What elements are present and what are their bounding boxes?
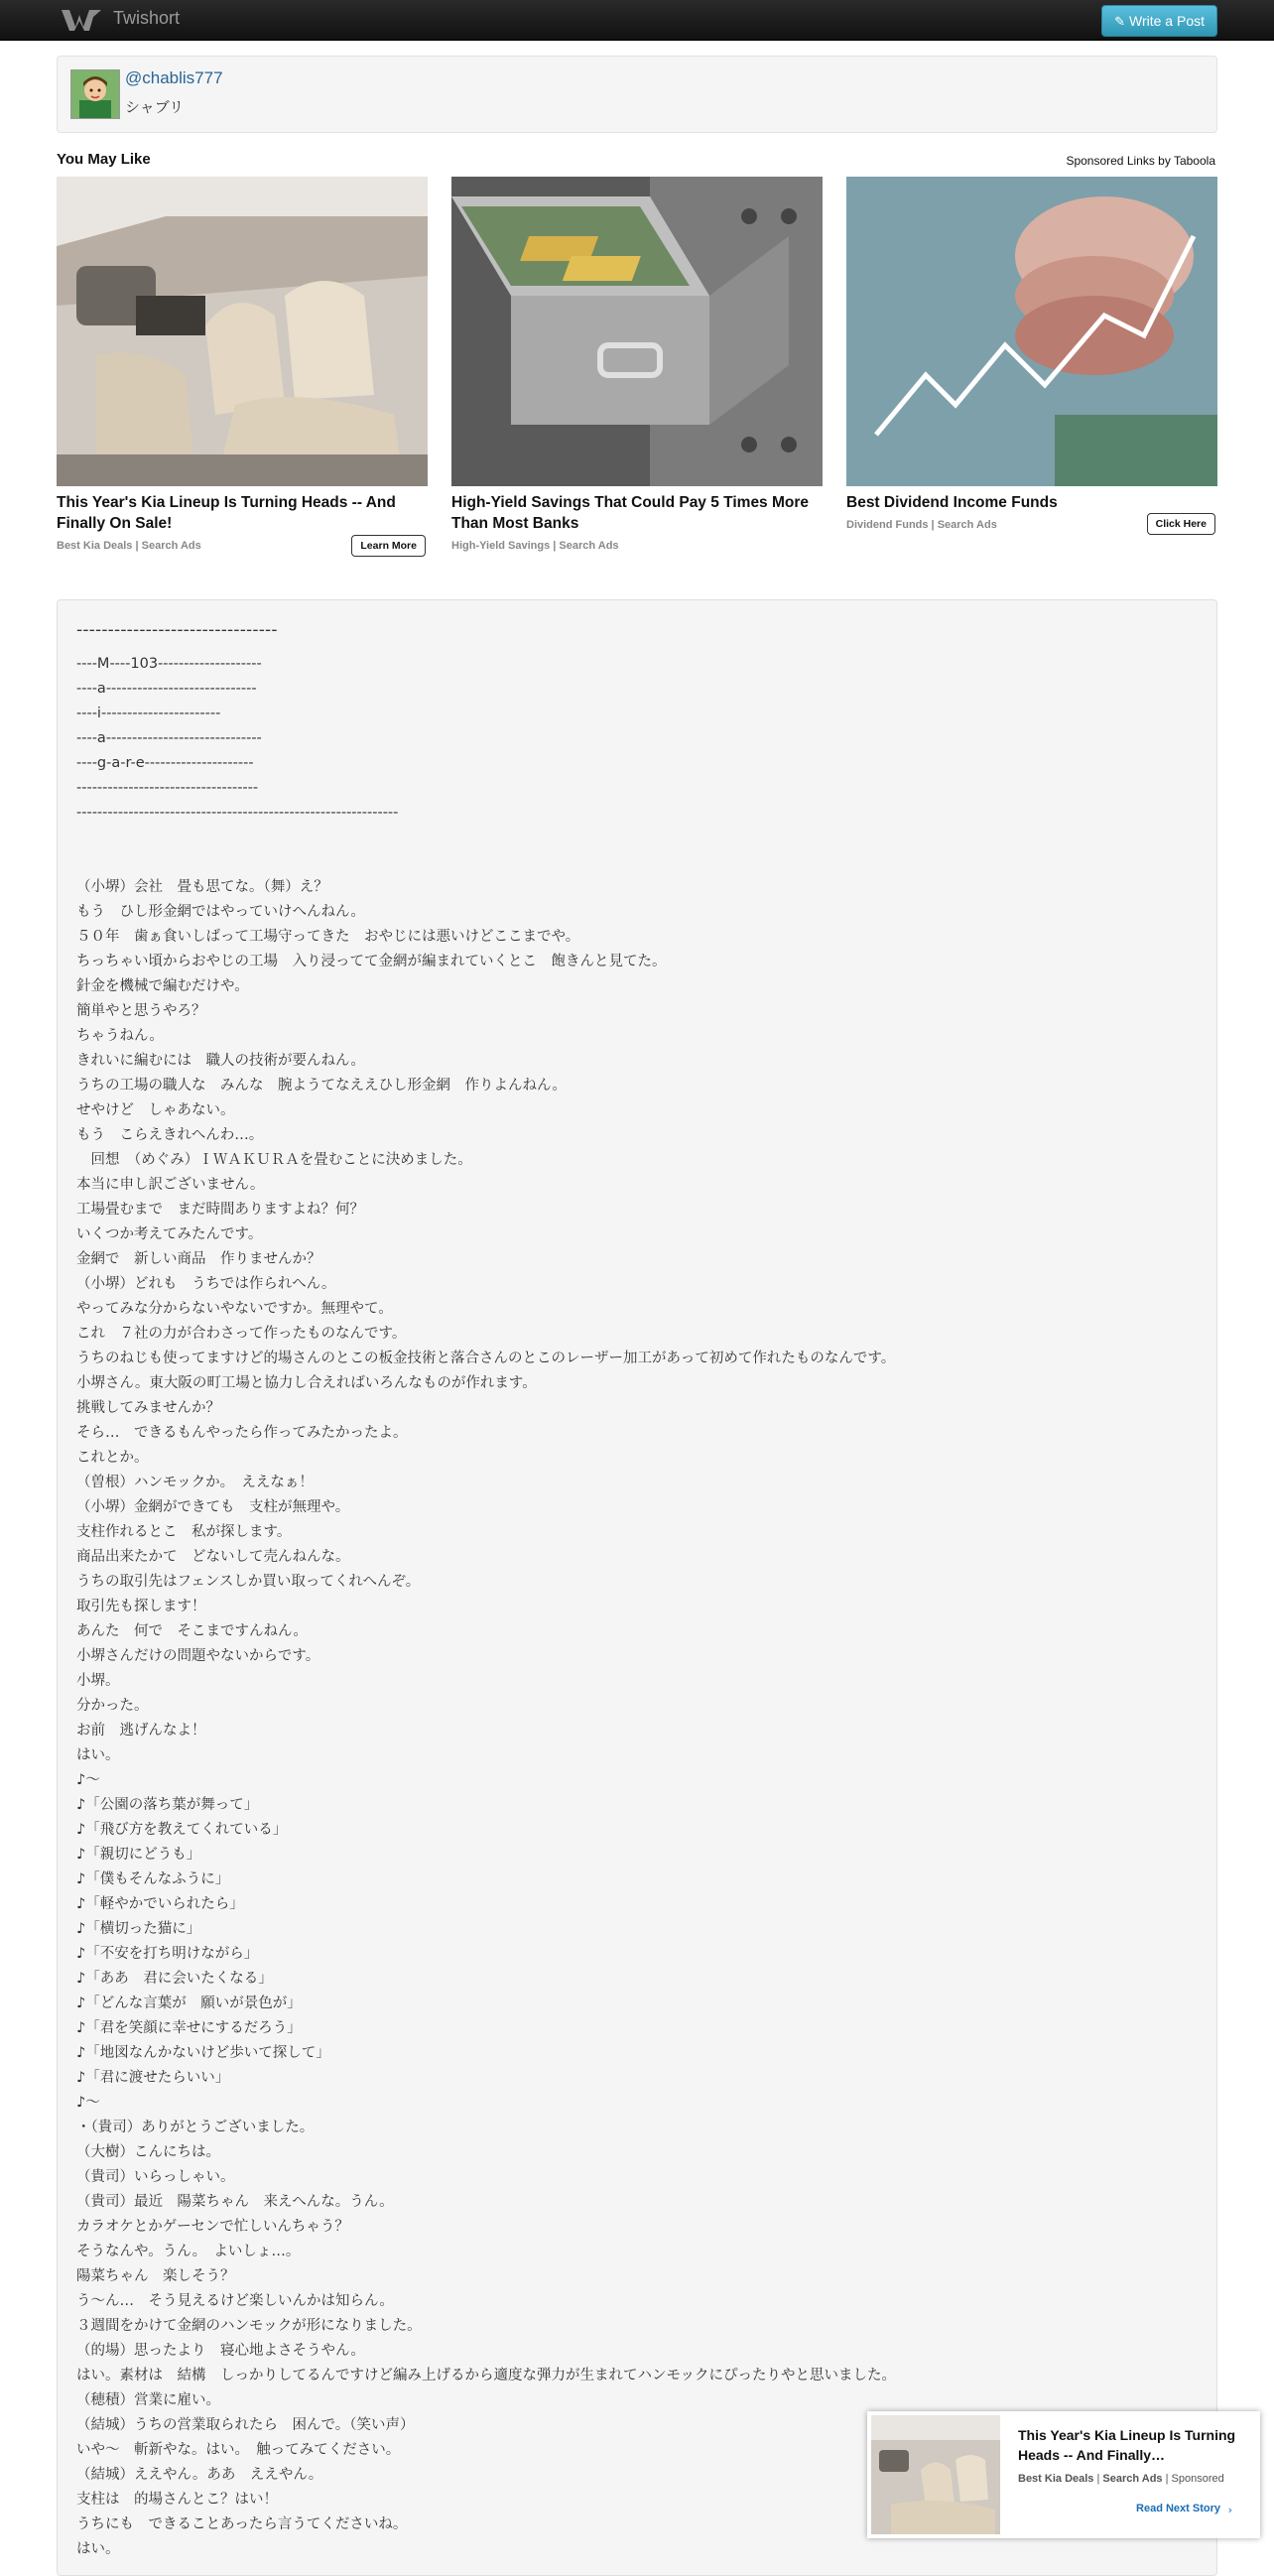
car-interior-image[interactable]: [57, 177, 428, 486]
coins-chart-image[interactable]: [846, 177, 1217, 486]
ad-card-dividend[interactable]: [846, 177, 1217, 531]
car-interior-thumbnail[interactable]: [871, 2415, 1000, 2534]
you-may-like-heading: You May Like: [57, 151, 151, 168]
post-content: [57, 599, 1217, 2576]
learn-more-button[interactable]: Learn More: [351, 535, 426, 557]
ad-title[interactable]: This Year's Kia Lineup Is Turning Heads -- And Finally On Sale!: [57, 494, 396, 532]
read-next-story-link[interactable]: Read Next Story: [1136, 2503, 1220, 2514]
top-navbar: [0, 0, 1274, 41]
chevron-right-icon: ›: [1227, 2504, 1232, 2516]
avatar[interactable]: [70, 69, 120, 119]
floating-ad[interactable]: [867, 2411, 1260, 2538]
pencil-square-icon: ✎: [1114, 14, 1125, 29]
post-body-text: ----M----103-------------------- ----a----------------------------- ----i----------------------- ----a------------------------------ ----g-a-r-e--------------------- ----------------------------------- -------------------------------------------------------------- （小堺）会社 畳も思てな。（舞）え？ もう ひし形金網ではやっていけへんねん。 ５０年 歯ぁ食いしばって工場守ってきた おやじには悪いけどここまでや。 ちっちゃい頃からおやじの工場 入り浸ってて金網が編まれていくとこ 飽きんと見てた。 針金を機械で編むだけや。 簡単やと思うやろ？ ちゃうねん。 きれいに編むには 職人の技術が要んねん。 うちの工場の職人な みんな 腕ようてなええひし形金網 作りよんねん。 せやけど しゃあない。 もう こらえきれへんわ…。 回想 （めぐみ）ＩＷＡＫＵＲＡを畳むことに決めました。 本当に申し訳ございません。 工場畳むまで まだ時間ありますよね？何？ いくつか考えてみたんです。 金網で 新しい商品 作りませんか？ （小堺）どれも うちでは作られへん。 やってみな分からないやないですか。無理やて。 これ ７社の力が合わさって作ったものなんです。 うちのねじも使ってますけど的場さんのとこの板金技術と落合さんのとこのレーザー加工があって初めて作れたものなんです。 小堺さん。東大阪の町工場と協力し合えればいろんなものが作れます。 挑戦してみませんか？ そら… できるもんやったら作ってみたかったよ。 これとか。 （曽根）ハンモックか。 ええなぁ！ （小堺）金網ができても 支柱が無理や。 支柱作れるとこ 私が探します。 商品出来たかて どないして売んねんな。 うちの取引先はフェンスしか買い取ってくれへんぞ。 取引先も探します！ あんた 何で そこまですんねん。 小堺さんだけの問題やないからです。 小堺。 分かった。 お前 逃げんなよ！ はい。 ♪～ ♪「公園の落ち葉が舞って」 ♪「飛び方を教えてくれている」 ♪「親切にどうも」 ♪「僕もそんなふうに」 ♪「軽やかでいられたら」 ♪「横切った猫に」 ♪「不安を打ち明けながら」 ♪「ああ 君に会いたくなる」 ♪「どんな言葉が 願いが景色が」 ♪「君を笑顔に幸せにするだろう」 ♪「地図なんかないけど歩いて探して」 ♪「君に渡せたらいい」 ♪～ ・（貴司）ありがとうございました。 （大樹）こんにちは。 （貴司）いらっしゃい。 （貴司）最近 陽菜ちゃん 来えへんな。うん。 カラオケとかゲーセンで忙しいんちゃう？ そうなんや。うん。 よいしょ…。 陽菜ちゃん 楽しそう？ う～ん… そう見えるけど楽しいんかは知らん。 ３週間をかけて金網のハンモックが形になりました。 （的場）思ったより 寝心地よさそうやん。 はい。素材は 結構 しっかりしてるんですけど編み上げるから適度な弾力が生まれてハンモックにぴったりやと思いました。 （穂積）営業に雇い。 （結城）うちの営業取られたら 困んで。（笑い声） いや～ 斬新やな。はい。 触ってみてください。 （結城）ええやん。ああ ええやん。 支柱は 的場さんとこ？はい！ うちにも できることあったら言うてくださいね。 はい。: [76, 656, 897, 2557]
ad-source: Dividend Funds | Search Ads: [846, 519, 997, 531]
click-here-button[interactable]: Click Here: [1147, 513, 1215, 535]
ad-card-kia[interactable]: [57, 177, 428, 552]
twishort-logo-icon[interactable]: [60, 7, 103, 33]
ad-title[interactable]: High-Yield Savings That Could Pay 5 Times More Than Most Banks: [451, 494, 810, 532]
post-separator: --------------------------------: [76, 620, 278, 640]
write-post-button[interactable]: [1101, 5, 1217, 37]
write-post-label: Write a Post: [1129, 13, 1205, 29]
brand-name[interactable]: Twishort: [113, 8, 181, 28]
ad-source: Best Kia Deals | Search Ads: [57, 540, 201, 552]
sponsored-links-label[interactable]: Sponsored Links by Taboola: [1066, 154, 1215, 168]
user-display-name: シャブリ: [125, 98, 185, 116]
floating-ad-source-name: Best Kia Deals: [1018, 2473, 1094, 2485]
floating-ad-sponsored: Sponsored: [1171, 2473, 1224, 2485]
safe-drawer-image[interactable]: [451, 177, 823, 486]
ad-card-savings[interactable]: [451, 177, 823, 552]
floating-ad-source: Best Kia Deals | Search Ads | Sponsored: [1018, 2473, 1224, 2485]
floating-ad-search-ads: Search Ads: [1102, 2473, 1163, 2485]
ad-title[interactable]: Best Dividend Income Funds: [846, 494, 1058, 511]
user-handle[interactable]: [125, 68, 223, 88]
ad-source: High-Yield Savings | Search Ads: [451, 540, 619, 552]
user-handle-link[interactable]: @chablis777: [125, 68, 223, 87]
floating-ad-title[interactable]: This Year's Kia Lineup Is Turning Heads -- And Finally…: [1018, 2427, 1236, 2463]
user-card: [57, 56, 1217, 133]
